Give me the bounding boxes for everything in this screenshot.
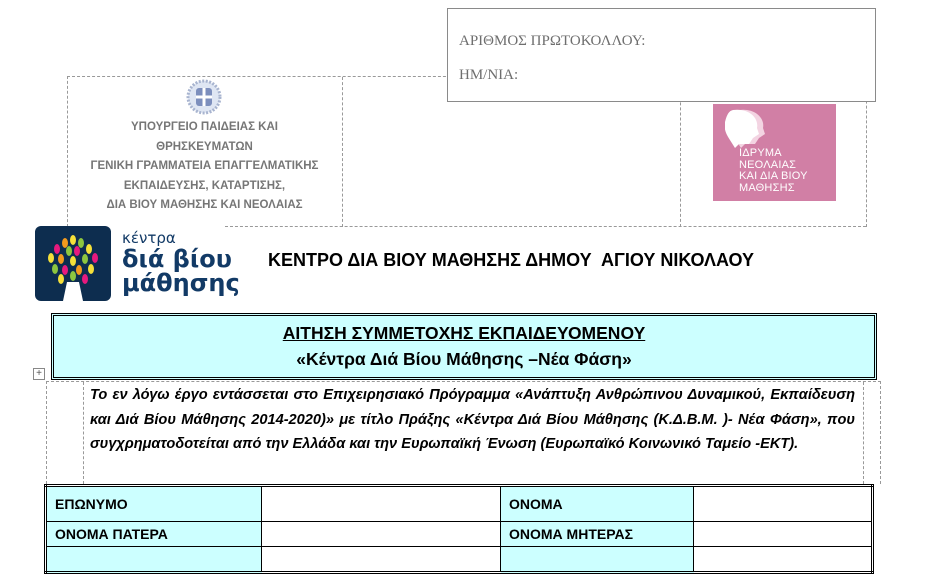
- lifelong-learning-centers-logo: [35, 226, 111, 301]
- table-row: [46, 486, 873, 522]
- logo-text: ΚΑΙ ΔΙΑ ΒΙΟΥ: [739, 170, 808, 182]
- mother-name-field[interactable]: [694, 522, 873, 547]
- first-name-field[interactable]: [694, 486, 873, 522]
- logo-text: μάθησης: [122, 269, 240, 297]
- center-title: ΚΕΝΤΡΟ ΔΙΑ ΒΙΟΥ ΜΑΘΗΣΗΣ ΔΗΜΟΥ ΑΓΙΟΥ ΝΙΚΟΛΑΟΥ: [268, 250, 755, 270]
- protocol-box: [447, 8, 876, 102]
- ministry-line: ΓΕΝΙΚΗ ΓΡΑΜΜΑΤΕΙΑ ΕΠΑΓΓΕΛΜΑΤΙΚΗΣ: [90, 160, 319, 172]
- ministry-line: ΥΠΟΥΡΓΕΙΟ ΠΑΙΔΕΙΑΣ ΚΑΙ: [130, 121, 278, 133]
- column-divider: [342, 77, 343, 227]
- logo-text: διά βίου: [122, 245, 232, 273]
- application-title: ΑΙΤΗΣΗ ΣΥΜΜΕΤΟΧΗΣ ΕΚΠΑΙΔΕΥΟΜΕΝΟΥ: [282, 323, 646, 343]
- table-move-handle-icon[interactable]: +: [33, 368, 45, 380]
- cell-divider: [83, 382, 84, 484]
- lifelong-learning-centers-wordmark: [122, 229, 240, 295]
- surname-field[interactable]: [262, 486, 501, 522]
- table-row: [46, 547, 873, 573]
- protocol-date-label: ΗΜ/ΝΙΑ:: [459, 67, 519, 83]
- form-label: [501, 547, 694, 573]
- form-label: [46, 547, 262, 573]
- form-field[interactable]: [694, 547, 873, 573]
- father-name-field[interactable]: [262, 522, 501, 547]
- ministry-line: ΔΙΑ ΒΙΟΥ ΜΑΘΗΣΗΣ ΚΑΙ ΝΕΟΛΑΙΑΣ: [106, 199, 303, 211]
- heads-silhouette-icon: [725, 108, 785, 150]
- form-field[interactable]: [262, 547, 501, 573]
- mother-name-label: ΟΝΟΜΑ ΜΗΤΕΡΑΣ: [501, 522, 694, 547]
- logo-text: κέντρα: [122, 229, 176, 247]
- surname-label: ΕΠΩΝΥΜΟ: [46, 486, 262, 522]
- logo-text: ΝΕΟΛΑΙΑΣ: [739, 158, 797, 171]
- intro-paragraph: Το εν λόγω έργο εντάσσεται στο Επιχειρησιακό Πρόγραμμα «Ανάπτυξη Ανθρώπινου Δυναμικού, Εκπαίδευση και Διά Βίου Μάθησης 2014-2020)» με τίτλο Πράξης «Κέντρα Διά Βίου Μάθησης (Κ.Δ.Β.Μ. )- Νέα Φάση», που συγχρηματοδοτείται από την Ελλάδα και την Ευρωπαϊκή Ένωση (Ευρωπαϊκό Κοινωνικό Ταμείο -ΕΚΤ).: [90, 387, 855, 452]
- application-title-box: [51, 313, 877, 380]
- youth-lifelong-learning-foundation-logo: [713, 104, 836, 201]
- cell-divider: [863, 382, 864, 484]
- protocol-number-label: ΑΡΙΘΜΟΣ ΠΡΩΤΟΚΟΛΛΟΥ:: [459, 33, 646, 49]
- applicant-form-table: [44, 484, 874, 574]
- table-row: [46, 522, 873, 547]
- ministry-heading: [67, 118, 342, 216]
- father-name-label: ΟΝΟΜΑ ΠΑΤΕΡΑ: [46, 522, 262, 547]
- header-table-bottom-border: [225, 226, 866, 227]
- logo-text: ΙΔΡΥΜΑ: [739, 147, 782, 159]
- tree-icon: [35, 226, 111, 301]
- logo-text: ΜΑΘΗΣΗΣ: [739, 181, 795, 194]
- greek-coat-of-arms-icon: [186, 79, 222, 115]
- first-name-label: ΟΝΟΜΑ: [501, 486, 694, 522]
- application-subtitle: «Κέντρα Διά Βίου Μάθησης –Νέα Φάση»: [296, 349, 632, 369]
- ministry-line: ΕΚΠΑΙΔΕΥΣΗΣ, ΚΑΤΑΡΤΙΣΗΣ,: [123, 179, 286, 192]
- ministry-line: ΘΡΗΣΚΕΥΜΑΤΩΝ: [156, 140, 253, 153]
